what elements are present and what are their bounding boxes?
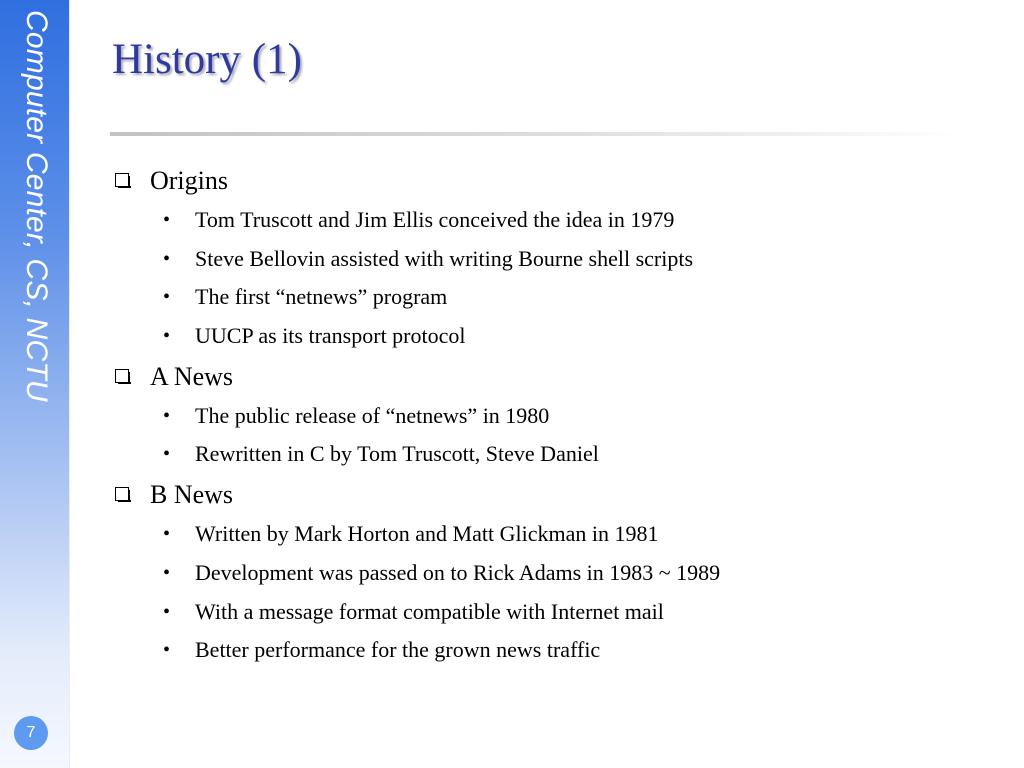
bullet-icon: • xyxy=(163,639,171,662)
list-item-text: With a message format compatible with Internet mail xyxy=(195,598,664,624)
bullet-icon: • xyxy=(163,247,171,270)
section-label: B News xyxy=(150,480,234,510)
list-item xyxy=(112,554,992,593)
list-item xyxy=(112,397,992,436)
title-divider xyxy=(110,132,960,136)
bullet-icon: • xyxy=(163,209,171,231)
list-item xyxy=(112,593,992,632)
section-heading xyxy=(112,474,992,515)
bullet-icon: • xyxy=(163,600,171,623)
bullet-icon: • xyxy=(163,286,171,309)
section-heading xyxy=(112,160,992,201)
section-items xyxy=(112,201,992,356)
list-item-text: Written by Mark Horton and Matt Glickman in 1981 xyxy=(195,521,659,547)
bullet-icon: • xyxy=(163,443,171,466)
section-b-news xyxy=(112,474,992,670)
list-item-text: UUCP as its transport protocol xyxy=(195,323,466,349)
list-item xyxy=(112,515,992,554)
bullet-icon: • xyxy=(163,325,171,348)
list-item xyxy=(112,317,992,356)
page-number-badge: 7 xyxy=(14,716,48,750)
slide-content xyxy=(112,160,992,670)
list-item xyxy=(112,240,992,279)
sidebar xyxy=(0,0,70,768)
checkbox-icon xyxy=(115,369,129,383)
list-item xyxy=(112,278,992,317)
section-items xyxy=(112,515,992,670)
list-item xyxy=(112,435,992,474)
slide-title: History (1) xyxy=(112,36,302,83)
section-origins xyxy=(112,160,992,356)
list-item-text: The first “netnews” program xyxy=(195,284,448,310)
list-item-text: Tom Truscott and Jim Ellis conceived the idea in 1979 xyxy=(195,207,675,232)
list-item-text: Rewritten in C by Tom Truscott, Steve Daniel xyxy=(195,441,599,467)
list-item xyxy=(112,631,992,670)
checkbox-icon xyxy=(115,487,129,501)
section-label: A News xyxy=(150,361,234,391)
list-item-text: Development was passed on to Rick Adams in 1983 ~ 1989 xyxy=(195,559,721,585)
section-a-news xyxy=(112,356,992,474)
checkbox-icon xyxy=(115,173,129,187)
list-item-text: The public release of “netnews” in 1980 xyxy=(195,402,550,428)
sidebar-org-label: Computer Center, CS, NCTU xyxy=(20,10,53,402)
bullet-icon: • xyxy=(163,561,171,584)
section-items xyxy=(112,397,992,474)
section-heading xyxy=(112,356,992,397)
list-item-text: Steve Bellovin assisted with writing Bourne shell scripts xyxy=(195,245,694,271)
bullet-icon: • xyxy=(163,404,171,427)
list-item-text: Better performance for the grown news traffic xyxy=(195,637,601,663)
section-label: Origins xyxy=(150,166,228,195)
list-item xyxy=(112,201,992,240)
bullet-icon: • xyxy=(163,523,171,546)
